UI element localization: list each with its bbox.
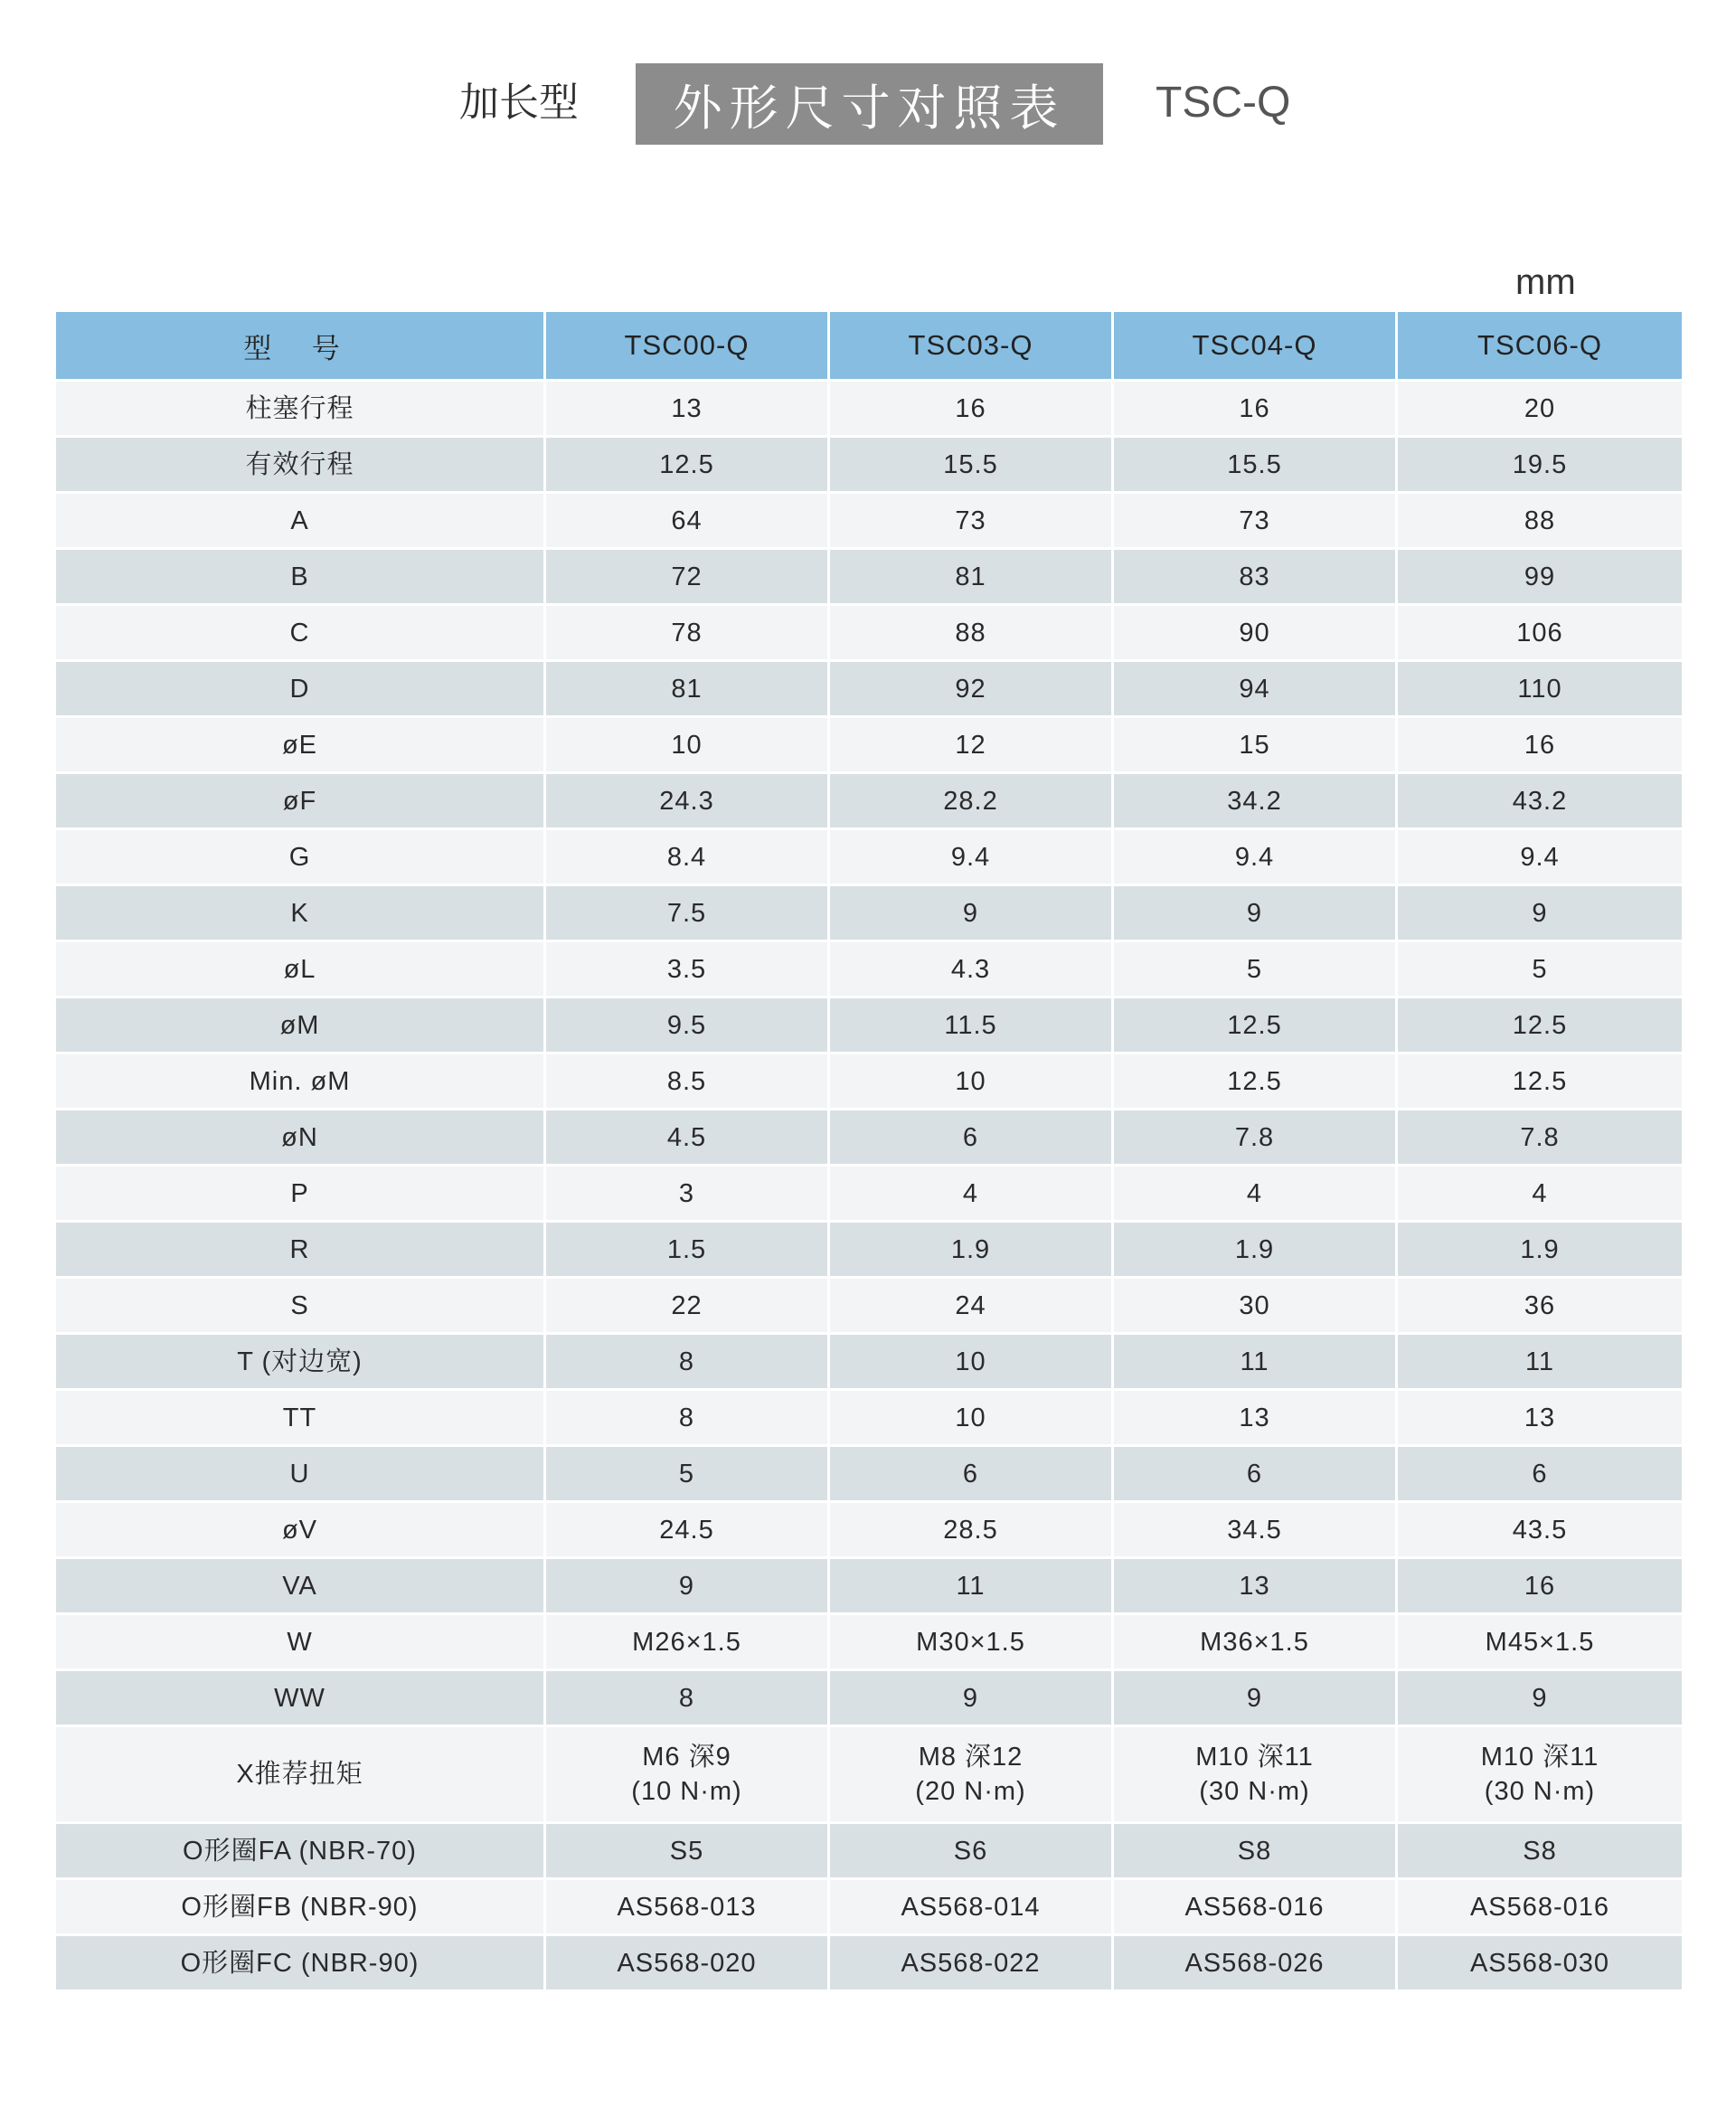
table-row: [56, 942, 1682, 998]
page-title: 外形尺寸对照表: [673, 79, 1066, 137]
value-cell: 22: [546, 1279, 830, 1335]
row-label-cell: øV: [56, 1503, 546, 1559]
value-cell: 28.2: [830, 774, 1114, 830]
value-cell: 20: [1398, 382, 1682, 438]
value-cell: 1.9: [1114, 1223, 1398, 1279]
value-cell: 8: [546, 1335, 830, 1391]
value-cell: 1.9: [1398, 1223, 1682, 1279]
value-cell: 90: [1114, 606, 1398, 662]
table-row: [56, 1880, 1682, 1936]
value-cell: 4: [1398, 1167, 1682, 1223]
value-cell: 3: [546, 1167, 830, 1223]
value-cell: 15.5: [830, 438, 1114, 494]
value-cell: 16: [1398, 718, 1682, 774]
value-cell: AS568-016: [1114, 1880, 1398, 1936]
value-cell: S8: [1114, 1824, 1398, 1880]
row-label-cell: øL: [56, 942, 546, 998]
table-row: [56, 1110, 1682, 1167]
value-cell: S8: [1398, 1824, 1682, 1880]
table-row: [56, 1503, 1682, 1559]
value-cell: 1.5: [546, 1223, 830, 1279]
value-cell: M8 深12 (20 N·m): [830, 1727, 1114, 1824]
value-cell: 4.3: [830, 942, 1114, 998]
value-cell: 28.5: [830, 1503, 1114, 1559]
row-label-cell: øE: [56, 718, 546, 774]
table-row: [56, 1559, 1682, 1615]
table-row: [56, 1447, 1682, 1503]
value-cell: M26×1.5: [546, 1615, 830, 1671]
row-label-cell: WW: [56, 1671, 546, 1727]
value-cell: 9: [1114, 1671, 1398, 1727]
table-row: [56, 494, 1682, 550]
value-cell: 88: [1398, 494, 1682, 550]
value-cell: 8: [546, 1671, 830, 1727]
table-row: [56, 1615, 1682, 1671]
value-cell: 12: [830, 718, 1114, 774]
table-row: [56, 1054, 1682, 1110]
value-cell: 12.5: [1398, 1054, 1682, 1110]
value-cell: 12.5: [1398, 998, 1682, 1054]
column-header: TSC04-Q: [1114, 312, 1398, 382]
table-body: [56, 382, 1682, 1992]
value-cell: 24.5: [546, 1503, 830, 1559]
value-cell: 10: [830, 1054, 1114, 1110]
column-header: TSC03-Q: [830, 312, 1114, 382]
value-cell: 81: [546, 662, 830, 718]
page-header: [0, 63, 1736, 145]
value-cell: S6: [830, 1824, 1114, 1880]
value-cell: 3.5: [546, 942, 830, 998]
value-cell: 16: [830, 382, 1114, 438]
row-label-cell: 柱塞行程: [56, 382, 546, 438]
value-cell: M45×1.5: [1398, 1615, 1682, 1671]
dimension-table: [56, 312, 1682, 1992]
value-cell: 6: [1398, 1447, 1682, 1503]
value-cell: 73: [830, 494, 1114, 550]
value-cell: 9: [1398, 886, 1682, 942]
row-label-cell: K: [56, 886, 546, 942]
row-label-cell: A: [56, 494, 546, 550]
table-row: [56, 438, 1682, 494]
value-cell: 72: [546, 550, 830, 606]
table-row: [56, 1824, 1682, 1880]
row-label-cell: TT: [56, 1391, 546, 1447]
row-label-cell: øM: [56, 998, 546, 1054]
unit-label: mm: [1515, 262, 1576, 302]
title-banner: [636, 63, 1103, 145]
value-cell: 88: [830, 606, 1114, 662]
value-cell: 6: [830, 1110, 1114, 1167]
value-cell: 24.3: [546, 774, 830, 830]
value-cell: 15: [1114, 718, 1398, 774]
value-cell: M30×1.5: [830, 1615, 1114, 1671]
value-cell: M10 深11 (30 N·m): [1398, 1727, 1682, 1824]
value-cell: 7.5: [546, 886, 830, 942]
value-cell: AS568-016: [1398, 1880, 1682, 1936]
value-cell: 36: [1398, 1279, 1682, 1335]
value-cell: AS568-020: [546, 1936, 830, 1992]
value-cell: 12.5: [546, 438, 830, 494]
value-cell: AS568-022: [830, 1936, 1114, 1992]
table-row: [56, 382, 1682, 438]
value-cell: 13: [1114, 1391, 1398, 1447]
value-cell: 12.5: [1114, 1054, 1398, 1110]
value-cell: 110: [1398, 662, 1682, 718]
table-row: [56, 1279, 1682, 1335]
table-row: [56, 662, 1682, 718]
value-cell: 34.5: [1114, 1503, 1398, 1559]
table-row: [56, 830, 1682, 886]
value-cell: 4.5: [546, 1110, 830, 1167]
row-label-cell: X推荐扭矩: [56, 1727, 546, 1824]
value-cell: 7.8: [1114, 1110, 1398, 1167]
table-row: [56, 998, 1682, 1054]
column-header: TSC06-Q: [1398, 312, 1682, 382]
table-row: [56, 1167, 1682, 1223]
series-label: TSC-Q: [1156, 79, 1291, 127]
value-cell: 64: [546, 494, 830, 550]
value-cell: 12.5: [1114, 998, 1398, 1054]
value-cell: 4: [1114, 1167, 1398, 1223]
value-cell: 94: [1114, 662, 1398, 718]
value-cell: 92: [830, 662, 1114, 718]
value-cell: 13: [546, 382, 830, 438]
value-cell: 5: [1398, 942, 1682, 998]
value-cell: 16: [1398, 1559, 1682, 1615]
row-label-cell: øN: [56, 1110, 546, 1167]
value-cell: 13: [1398, 1391, 1682, 1447]
table-row: [56, 1391, 1682, 1447]
value-cell: 11: [1398, 1335, 1682, 1391]
row-label-cell: U: [56, 1447, 546, 1503]
value-cell: 8.4: [546, 830, 830, 886]
row-label-cell: W: [56, 1615, 546, 1671]
row-label-cell: Min. øM: [56, 1054, 546, 1110]
table-row: [56, 1727, 1682, 1824]
value-cell: AS568-030: [1398, 1936, 1682, 1992]
value-cell: 6: [830, 1447, 1114, 1503]
row-label-cell: T (对边宽): [56, 1335, 546, 1391]
value-cell: 81: [830, 550, 1114, 606]
value-cell: 83: [1114, 550, 1398, 606]
value-cell: S5: [546, 1824, 830, 1880]
value-cell: 6: [1114, 1447, 1398, 1503]
row-label-cell: O形圈FB (NBR-90): [56, 1880, 546, 1936]
table-row: [56, 718, 1682, 774]
value-cell: 1.9: [830, 1223, 1114, 1279]
row-label-cell: B: [56, 550, 546, 606]
value-cell: 10: [830, 1391, 1114, 1447]
type-label: 加长型: [459, 80, 579, 126]
row-label-cell: P: [56, 1167, 546, 1223]
value-cell: 99: [1398, 550, 1682, 606]
value-cell: 106: [1398, 606, 1682, 662]
value-cell: 8.5: [546, 1054, 830, 1110]
table-row: [56, 606, 1682, 662]
value-cell: M6 深9 (10 N·m): [546, 1727, 830, 1824]
value-cell: 11: [1114, 1335, 1398, 1391]
value-cell: 34.2: [1114, 774, 1398, 830]
table-header-row: [56, 312, 1682, 382]
table-row: [56, 550, 1682, 606]
value-cell: 24: [830, 1279, 1114, 1335]
value-cell: AS568-013: [546, 1880, 830, 1936]
value-cell: 7.8: [1398, 1110, 1682, 1167]
value-cell: 5: [1114, 942, 1398, 998]
value-cell: 19.5: [1398, 438, 1682, 494]
row-label-cell: D: [56, 662, 546, 718]
value-cell: AS568-014: [830, 1880, 1114, 1936]
value-cell: 11: [830, 1559, 1114, 1615]
value-cell: 4: [830, 1167, 1114, 1223]
row-label-cell: S: [56, 1279, 546, 1335]
column-header: TSC00-Q: [546, 312, 830, 382]
table-row: [56, 1335, 1682, 1391]
value-cell: 9.4: [830, 830, 1114, 886]
value-cell: 9: [1114, 886, 1398, 942]
value-cell: 11.5: [830, 998, 1114, 1054]
value-cell: 9: [546, 1559, 830, 1615]
value-cell: 10: [830, 1335, 1114, 1391]
row-label-cell: 有效行程: [56, 438, 546, 494]
row-label-cell: C: [56, 606, 546, 662]
table-row: [56, 774, 1682, 830]
column-header-model: 型 号: [56, 312, 546, 382]
value-cell: 30: [1114, 1279, 1398, 1335]
table-row: [56, 1671, 1682, 1727]
value-cell: M36×1.5: [1114, 1615, 1398, 1671]
table-row: [56, 1936, 1682, 1992]
value-cell: 9.4: [1398, 830, 1682, 886]
value-cell: 16: [1114, 382, 1398, 438]
value-cell: 43.2: [1398, 774, 1682, 830]
row-label-cell: øF: [56, 774, 546, 830]
row-label-cell: R: [56, 1223, 546, 1279]
value-cell: 5: [546, 1447, 830, 1503]
row-label-cell: VA: [56, 1559, 546, 1615]
value-cell: 10: [546, 718, 830, 774]
value-cell: 9: [830, 886, 1114, 942]
row-label-cell: O形圈FC (NBR-90): [56, 1936, 546, 1992]
table-row: [56, 1223, 1682, 1279]
value-cell: 9.5: [546, 998, 830, 1054]
value-cell: 9: [830, 1671, 1114, 1727]
value-cell: 9.4: [1114, 830, 1398, 886]
value-cell: 15.5: [1114, 438, 1398, 494]
value-cell: AS568-026: [1114, 1936, 1398, 1992]
row-label-cell: G: [56, 830, 546, 886]
value-cell: 73: [1114, 494, 1398, 550]
value-cell: 78: [546, 606, 830, 662]
value-cell: 43.5: [1398, 1503, 1682, 1559]
value-cell: 9: [1398, 1671, 1682, 1727]
value-cell: 13: [1114, 1559, 1398, 1615]
table-row: [56, 886, 1682, 942]
value-cell: M10 深11 (30 N·m): [1114, 1727, 1398, 1824]
value-cell: 8: [546, 1391, 830, 1447]
row-label-cell: O形圈FA (NBR-70): [56, 1824, 546, 1880]
